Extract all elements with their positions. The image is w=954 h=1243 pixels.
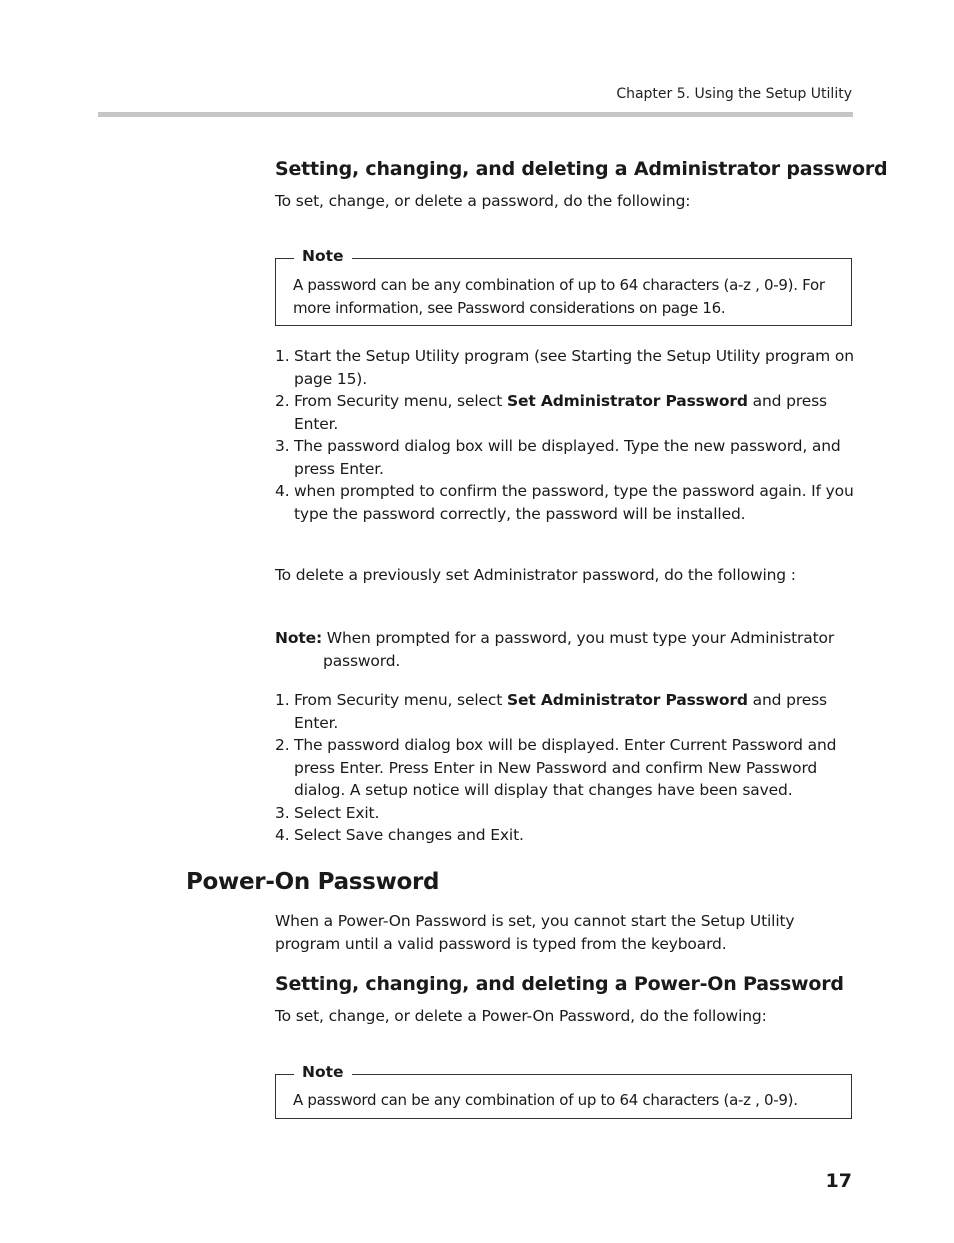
- note-label: Note: [294, 247, 352, 265]
- page-number: 17: [825, 1170, 852, 1192]
- list-item: 4. when prompted to confirm the password, type the password again. If you type the password correctly, the password will be installed.: [275, 482, 854, 523]
- delete-note: Note: When prompted for a password, you must type your Administrator password.: [275, 629, 835, 670]
- power-on-note-box: [275, 1063, 852, 1119]
- admin-note-box: [275, 247, 852, 326]
- header-rule: [98, 112, 853, 117]
- list-item: 4. Select Save changes and Exit.: [275, 826, 524, 844]
- note-label: Note: [294, 1063, 352, 1081]
- note-text: A password can be any combination of up to 64 characters (a-z , 0-9). For more information, see Password considerations on page 16.: [293, 276, 825, 317]
- list-item: 3. Select Exit.: [275, 803, 380, 822]
- list-item: 3. The password dialog box will be displayed. Type the new password, and press Enter.: [275, 437, 841, 478]
- delete-intro: To delete a previously set Administrator password, do the following :: [275, 566, 796, 584]
- admin-set-steps: [275, 345, 855, 525]
- list-item: 1. Start the Setup Utility program (see Starting the Setup Utility program on page 15).: [275, 347, 854, 388]
- power-on-sub-intro: To set, change, or delete a Power-On Password, do the following:: [275, 1007, 767, 1025]
- admin-delete-steps: [275, 689, 855, 847]
- note-text: A password can be any combination of up to 64 characters (a-z , 0-9).: [293, 1091, 798, 1109]
- power-on-intro: When a Power-On Password is set, you cannot start the Setup Utility program until a valid password is typed from the keyboard.: [275, 912, 795, 953]
- power-on-heading: Power-On Password: [186, 869, 440, 895]
- power-on-subheading: Setting, changing, and deleting a Power-On Password: [275, 973, 844, 995]
- admin-intro: To set, change, or delete a password, do the following:: [275, 192, 691, 210]
- list-item: 2. The password dialog box will be displayed. Enter Current Password and press Enter. Press Enter in New Password and confirm New Password dialog. A setup notice will display that changes have been saved.: [275, 736, 837, 799]
- running-head: Chapter 5. Using the Setup Utility: [616, 86, 852, 102]
- list-item: 1. From Security menu, select Set Administrator Password and press Enter.: [275, 691, 827, 732]
- admin-password-heading: Setting, changing, and deleting a Administrator password: [275, 158, 888, 180]
- list-item: 2. From Security menu, select Set Administrator Password and press Enter.: [275, 392, 827, 433]
